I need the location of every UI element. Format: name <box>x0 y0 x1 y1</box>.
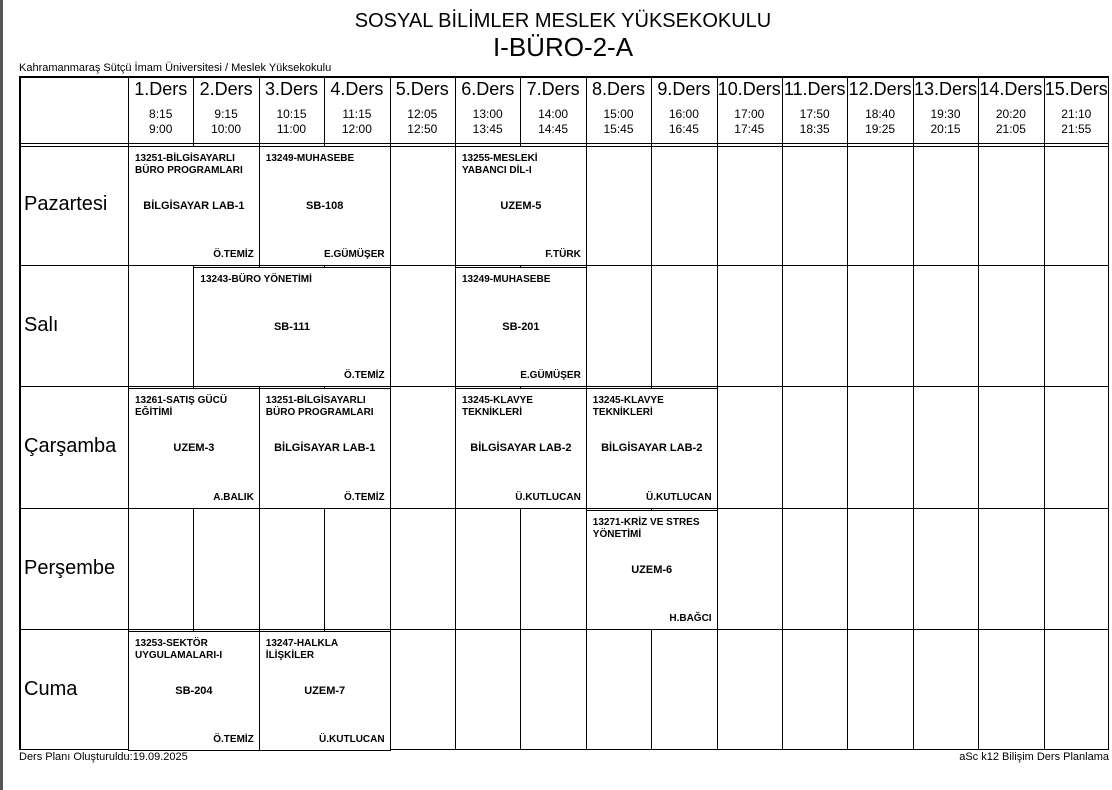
period-header <box>324 76 389 144</box>
period-label: 9.Ders <box>657 79 711 99</box>
lesson-course-name: 13243-BÜRO YÖNETİMİ <box>200 274 312 286</box>
period-header <box>717 76 782 144</box>
lesson-room: BİLGİSAYAR LAB-2 <box>601 442 703 455</box>
period-header <box>259 76 324 144</box>
day-label: Perşembe <box>24 556 116 579</box>
lesson-room: UZEM-6 <box>631 563 673 576</box>
lesson-card[interactable] <box>193 267 390 387</box>
period-start-time: 17:50 <box>799 107 830 121</box>
lesson-course-name: 13247-HALKLA İLİŞKİLER <box>265 637 338 661</box>
period-end-time: 14:45 <box>538 122 569 136</box>
period-header <box>847 76 912 144</box>
period-label: 12.Ders <box>848 79 912 99</box>
period-header <box>1044 76 1109 144</box>
lesson-teacher: F.TÜRK <box>545 249 581 261</box>
period-end-time: 12:00 <box>341 122 372 136</box>
day-label: Çarşamba <box>24 435 117 458</box>
lesson-card[interactable] <box>259 388 391 508</box>
lesson-teacher: Ü.KUTLUCAN <box>319 733 385 745</box>
lesson-card[interactable] <box>455 146 587 266</box>
day-label: Pazartesi <box>24 193 108 216</box>
lesson-card[interactable] <box>586 388 718 508</box>
grid-border-right <box>1108 76 1110 750</box>
lesson-card[interactable] <box>128 631 260 751</box>
class-title: I-BÜRO-2-A <box>492 32 634 62</box>
period-header <box>978 76 1043 144</box>
lesson-room: UZEM-3 <box>173 442 215 455</box>
period-label: 13.Ders <box>913 79 977 99</box>
period-column-divider <box>913 76 914 750</box>
period-label: 10.Ders <box>717 79 781 99</box>
institution-label: Kahramanmaraş Sütçü İmam Üniversitesi / Meslek Yüksekokulu <box>19 62 332 74</box>
day-label: Cuma <box>24 677 78 700</box>
lesson-teacher: Ö.TEMİZ <box>213 733 254 745</box>
day-label: Salı <box>24 314 59 337</box>
day-row-divider <box>19 629 1109 630</box>
lesson-card[interactable] <box>259 631 391 751</box>
lesson-card[interactable] <box>455 388 587 508</box>
period-start-time: 20:20 <box>995 107 1026 121</box>
lesson-course-name: 13245-KLAVYE TEKNİKLERİ <box>592 395 664 419</box>
software-label: aSc k12 Bilişim Ders Planlama <box>959 751 1109 763</box>
lesson-teacher: A.BALIK <box>213 491 254 503</box>
lesson-card[interactable] <box>259 146 391 266</box>
lesson-room: SB-201 <box>502 321 540 334</box>
period-end-time: 16:45 <box>668 122 699 136</box>
period-start-time: 11:15 <box>342 107 372 121</box>
period-label: 8.Ders <box>591 79 645 99</box>
period-header <box>586 76 651 144</box>
period-start-time: 10:15 <box>276 107 307 121</box>
period-end-time: 9:00 <box>149 122 173 136</box>
period-header <box>455 76 520 144</box>
period-start-time: 15:00 <box>603 107 634 121</box>
lesson-course-name: 13251-BİLGİSAYARLI BÜRO PROGRAMLARI <box>135 153 243 176</box>
lesson-card[interactable] <box>455 267 587 387</box>
lesson-teacher: Ö.TEMİZ <box>213 249 254 261</box>
period-label: 2.Ders <box>199 79 253 99</box>
period-end-time: 20:15 <box>930 122 961 136</box>
lesson-course-name: 13261-SATIŞ GÜCÜ EĞİTİMİ <box>135 395 228 419</box>
period-label: 6.Ders <box>461 79 515 99</box>
period-header <box>520 76 585 144</box>
lesson-course-name: 13253-SEKTÖR UYGULAMALARI-I <box>135 637 223 661</box>
period-label: 1.Ders <box>134 79 188 99</box>
period-end-time: 19:25 <box>865 122 896 136</box>
period-end-time: 12:50 <box>407 122 438 136</box>
lesson-course-name: 13249-MUHASEBE <box>265 153 355 164</box>
day-row-header <box>19 629 128 750</box>
period-label: 3.Ders <box>264 79 318 99</box>
lesson-room: SB-204 <box>175 684 213 697</box>
period-end-time: 18:35 <box>799 122 830 136</box>
lesson-room: BİLGİSAYAR LAB-1 <box>274 442 376 455</box>
lesson-room: BİLGİSAYAR LAB-2 <box>470 442 572 455</box>
period-start-time: 8:15 <box>149 107 173 121</box>
lesson-teacher: Ö.TEMİZ <box>344 370 385 382</box>
lesson-teacher: H.BAĞCI <box>669 612 712 624</box>
period-start-time: 14:00 <box>538 107 569 121</box>
day-row-header <box>19 386 128 507</box>
period-header <box>193 76 258 144</box>
lesson-teacher: E.GÜMÜŞER <box>520 370 581 382</box>
period-column-divider <box>847 76 848 750</box>
school-title: SOSYAL BİLİMLER MESLEK YÜKSEKOKULU <box>354 10 772 32</box>
period-header <box>913 76 978 144</box>
period-start-time: 18:40 <box>865 107 896 121</box>
period-end-time: 21:55 <box>1061 122 1092 136</box>
lesson-teacher: Ö.TEMİZ <box>344 491 385 503</box>
period-label: 14.Ders <box>979 79 1043 99</box>
lesson-card[interactable] <box>586 510 718 630</box>
lesson-room: UZEM-5 <box>500 200 542 213</box>
period-start-time: 17:00 <box>734 107 765 121</box>
period-end-time: 17:45 <box>734 122 765 136</box>
day-row-header <box>19 144 128 265</box>
day-row-header <box>19 508 128 629</box>
period-label: 15.Ders <box>1044 79 1108 99</box>
period-header <box>390 76 455 144</box>
lesson-room: SB-111 <box>273 321 311 334</box>
lesson-teacher: Ü.KUTLUCAN <box>646 491 712 503</box>
lesson-teacher: Ü.KUTLUCAN <box>515 491 581 503</box>
period-label: 4.Ders <box>330 79 384 99</box>
period-column-divider <box>782 76 783 750</box>
period-label: 11.Ders <box>783 79 846 99</box>
period-start-time: 16:00 <box>668 107 699 121</box>
period-header <box>128 76 193 144</box>
lesson-room: BİLGİSAYAR LAB-1 <box>143 200 245 213</box>
lesson-room: UZEM-7 <box>304 684 346 697</box>
period-end-time: 15:45 <box>603 122 634 136</box>
created-date-label: Ders Planı Oluşturuldu:19.09.2025 <box>19 751 188 763</box>
period-end-time: 11:00 <box>276 122 307 136</box>
lesson-course-name: 13251-BİLGİSAYARLI BÜRO PROGRAMLARI <box>265 395 374 419</box>
period-start-time: 13:00 <box>472 107 503 121</box>
lesson-course-name: 13249-MUHASEBE <box>462 274 551 286</box>
period-column-divider <box>978 76 979 750</box>
lesson-card[interactable] <box>128 388 260 508</box>
period-column-divider <box>1044 76 1045 750</box>
lesson-course-name: 13271-KRİZ VE STRES YÖNETİMİ <box>592 516 700 540</box>
period-label: 5.Ders <box>395 79 449 99</box>
period-end-time: 10:00 <box>211 122 242 136</box>
period-start-time: 21:10 <box>1061 107 1092 121</box>
period-start-time: 9:15 <box>214 107 238 121</box>
lesson-course-name: 13255-MESLEKİ YABANCI DİL-I <box>462 153 538 176</box>
lesson-room: SB-108 <box>306 200 344 213</box>
day-row-header <box>19 265 128 386</box>
period-header <box>782 76 847 144</box>
period-header <box>651 76 716 144</box>
lesson-teacher: E.GÜMÜŞER <box>324 249 385 261</box>
lesson-card[interactable] <box>128 146 260 266</box>
period-start-time: 12:05 <box>407 107 438 121</box>
lesson-course-name: 13245-KLAVYE TEKNİKLERİ <box>462 395 533 419</box>
period-end-time: 13:45 <box>472 122 503 136</box>
period-start-time: 19:30 <box>930 107 961 121</box>
period-label: 7.Ders <box>526 79 580 99</box>
period-end-time: 21:05 <box>995 122 1026 136</box>
